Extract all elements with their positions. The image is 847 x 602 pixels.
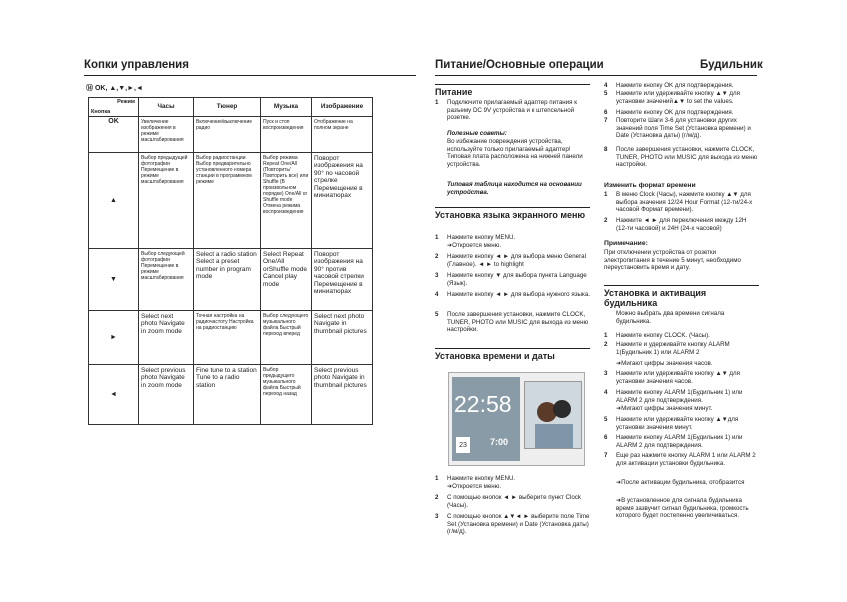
photo-thumbnail	[524, 381, 582, 449]
device-time: 22:58	[454, 391, 512, 417]
alarm-intro: Можно выбрать два времени сигнала будильника.	[616, 310, 725, 325]
cell: Select next photo Navigate in zoom mode	[139, 311, 194, 365]
cell: Select previous photo Navigate in thumbnail pictures	[312, 365, 373, 425]
lang-step1-result: ➜Откроется меню.	[447, 242, 502, 249]
col-header-image: Изображение	[312, 98, 373, 117]
time-step2: С помощью кнопок ◄ ► выберите пункт Clock (Часы).	[447, 494, 581, 509]
power-step1: Подключите прилагаемый адаптер питания к разъему DC 9V устройства и к штепсельной розетке.	[447, 99, 577, 122]
key-up: ▲	[89, 153, 139, 249]
lang-step4: Нажмите кнопку ◄ ► для выбора нужного языка.	[447, 291, 590, 298]
col-header-tuner: Тюнер	[194, 98, 261, 117]
note-title: Примечание:	[604, 240, 648, 247]
section-language: Установка языка экранного меню	[435, 207, 590, 220]
lang-step3: Нажмите кнопку ▼ для выбора пункта Language (Язык).	[447, 272, 587, 287]
alarm-step7: Еще раз нажмите кнопку ALARM 1 или ALARM 2 для активации установки будильника.	[616, 452, 756, 467]
alarm-step7-result: ➜После активации будильника, отобразится	[616, 479, 745, 486]
alarm-step3: Нажмите или удерживайте кнопку ▲▼ для установки значения часов.	[616, 370, 740, 385]
time-step5: Нажмите или удерживайте кнопку ▲▼ для установки значений▲▼ to set the values.	[616, 90, 740, 105]
note-text: При отключении устройства от розетки электропитания в течение 5 минут, необходимо переустановить время и дату.	[604, 249, 741, 272]
cell: Пуск и стоп воспроизведения	[261, 117, 312, 153]
cell: Выбор следующего музыкального файла Быстрый переход вперед	[261, 311, 312, 365]
cell: Выбор предыдущей фотографии Перемещение в режиме масштабирования	[139, 153, 194, 249]
time-step3: С помощью кнопок ▲▼◄ ► выберите поле Time Set (Установка времени) и Date (Установка даты) (г/м/д).	[447, 513, 590, 536]
col-header-music: Музыка	[261, 98, 312, 117]
time-step1-result: ➜Откроется меню.	[447, 483, 502, 490]
cell: Выбор радиостанции Выбор предварительно установленного номера станции в программном режиме	[194, 153, 261, 249]
cell: Выбор предыдущего музыкального файла Быстрый переход назад	[261, 365, 312, 425]
header-corner: Режим Кнопка	[89, 98, 139, 117]
cell: Select a radio station Select a preset number in program mode	[194, 249, 261, 311]
cell: Включение/выключение радио	[194, 117, 261, 153]
tips-title: Полезные советы:	[447, 130, 507, 137]
page-title-alarm: Будильник	[700, 59, 763, 71]
time-step4: Нажмите кнопку OK для подтверждения.	[616, 82, 734, 89]
time-format-title: Изменить формат времени	[604, 182, 696, 189]
cell: Поворот изображения на 90° против часовой стрелки Перемещение в миниатюрах	[312, 249, 373, 311]
cell: Отображение на полном экране	[312, 117, 373, 153]
alarm-step2: Нажмите и удерживайте кнопку ALARM 1(Будильник 1) или ALARM 2	[616, 341, 730, 356]
lang-step1: Нажмите кнопку MENU.	[447, 234, 516, 241]
tips-text: Во избежание повреждения устройства, используйте только прилагаемый адаптер! Типовая плата расположена на нижней панели устройства.	[447, 138, 583, 168]
cell: Select next photo Navigate in thumbnail pictures	[312, 311, 373, 365]
section-power: Питание	[435, 84, 590, 97]
title-rule	[84, 75, 416, 76]
cell: Select Repeat One/All orShuffle mode Cancel play mode	[261, 249, 312, 311]
key-ok: OK	[89, 117, 139, 153]
alarm-step1: Нажмите кнопку CLOCK. (Часы).	[616, 332, 710, 339]
col-header-clock: Часы	[139, 98, 194, 117]
lang-step2: Нажмите кнопку ◄ ► для выбора меню General (Главное). ◄ ► to highlight	[447, 253, 586, 268]
page-title-power: Питание/Основные операции	[435, 59, 604, 71]
section-alarm: Установка и активация будильника	[604, 285, 759, 308]
cell: Выбор режима Repeat One/All (Повторить/Повторить все) или Shuffle (В произвольном порядке) One/All or Shuffle mode Отмена режима воспроизведения	[261, 153, 312, 249]
cell: Fine tune to a station Tune to a radio station	[194, 365, 261, 425]
people-photo-icon	[525, 382, 581, 448]
device-clock: 7:00	[490, 437, 509, 447]
section-time: Установка времени и даты	[435, 348, 590, 361]
time-step7: Повторите Шаги 3-6 для установки других значений поля Time Set (Установка времени) и Date (Установка даты) (г/м/д).	[616, 117, 751, 140]
alarm-step2-result: ➜Мигают цифры значения часов.	[616, 360, 713, 367]
cell: Выбор следующей фотографии Перемещение в режиме масштабирования	[139, 249, 194, 311]
key-down: ▼	[89, 249, 139, 311]
alarm-step4-result: ➜Мигают цифры значения минут.	[616, 405, 713, 412]
key-list: ⑭ OK, ▲,▼,►,◄	[86, 85, 143, 92]
alarm-step5: Нажмите или удерживайте кнопку ▲▼для установки значения минут.	[616, 416, 739, 431]
cell: Увеличение изображения в режиме масштабирования	[139, 117, 194, 153]
photo-frame-illustration	[448, 372, 585, 466]
key-right: ►	[89, 311, 139, 365]
alarm-step6: Нажмите кнопку ALARM 1(Будильник 1) или ALARM 2 для подтверждения.	[616, 434, 743, 449]
device-date: 23	[456, 437, 470, 453]
format-step1: В меню Clock (Часы), нажмите кнопку ▲▼ для выбора значения 12/24 Hour Format (12-ти/24-х часовой Формат времени).	[616, 191, 753, 214]
title-rule	[435, 75, 757, 76]
controls-table	[88, 97, 373, 425]
device-screen	[452, 377, 520, 461]
format-step2: Нажмите ◄ ► для переключения между 12Н (12-ти часовой) и 24Н (24-х часовой)	[616, 217, 747, 232]
key-left: ◄	[89, 365, 139, 425]
time-step1: Нажмите кнопку MENU.	[447, 475, 516, 482]
lang-step5: После завершения установки, нажмите CLOCK, TUNER, PHOTO или MUSIC для выхода из меню настройки.	[447, 311, 589, 334]
page-title-controls: Копки управления	[84, 59, 189, 71]
time-step6: Нажмите кнопку OK для подтверждения.	[616, 109, 734, 116]
cell: Select previous photo Navigate in zoom mode	[139, 365, 194, 425]
cell: Поворот изображения на 90° по часовой стрелке Перемещение в миниатюрах	[312, 153, 373, 249]
alarm-step4: Нажмите кнопку ALARM 1(Будильник 1) или ALARM 2 для подтверждения.	[616, 389, 743, 404]
plate-note: Типовая таблица находится на основании устройства.	[447, 181, 582, 196]
alarm-step7-result2: ➜В установленное для сигнала будильника время зазвучит сигнал будильника, громкость которого будет постепенно увеличиваться.	[616, 497, 749, 520]
cell: Точная настройка на радиочастоту Настройка на радиостанцию	[194, 311, 261, 365]
time-step8: После завершения установки, нажмите CLOCK, TUNER, PHOTO или MUSIC для выхода из меню настройки.	[616, 146, 758, 169]
